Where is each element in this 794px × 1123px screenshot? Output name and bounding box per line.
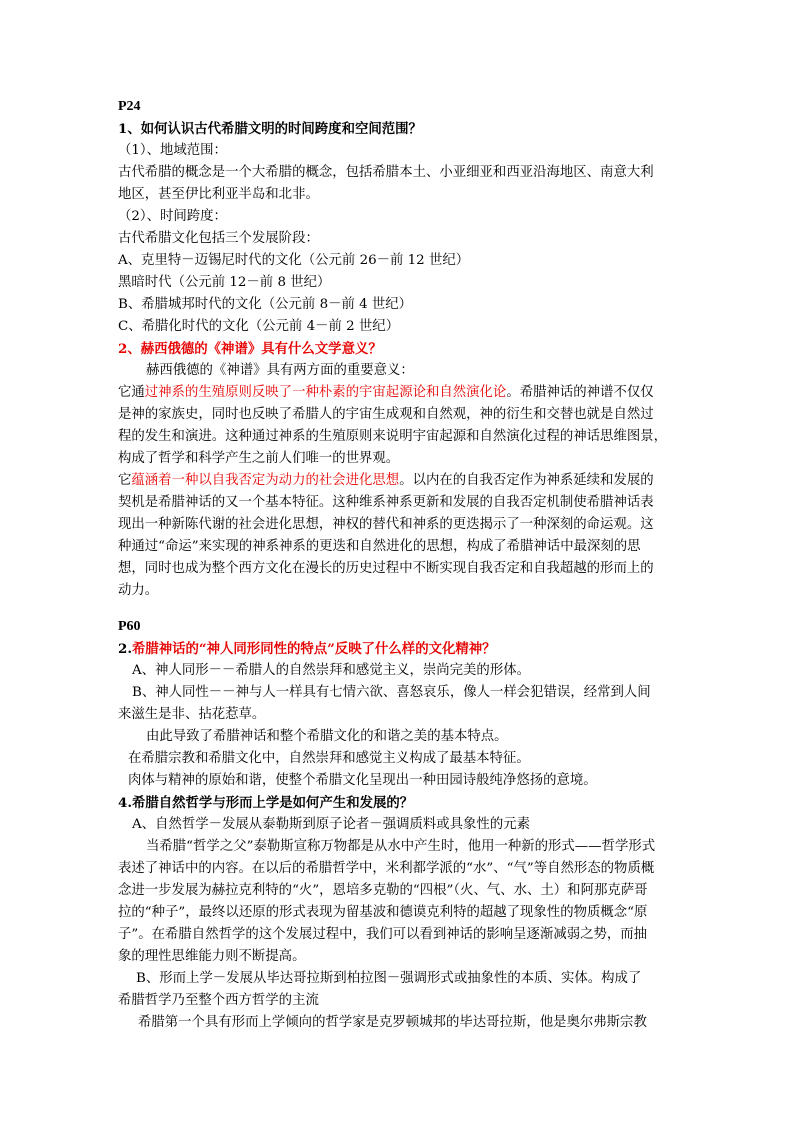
nat-para-line-1: 当希腊“哲学之父”泰勒斯宣称万物都是从水中产生时，他用一种新的形式——哲学形式	[146, 839, 656, 854]
theogony-point-2-line-5: 想，同时也成为整个西方文化在漫长的历史过程中不断实现自我否定和自我超越的形而上的	[118, 561, 654, 576]
text-run: 。希腊神话的神谱不仅仅	[506, 385, 654, 400]
nat-para-line-6: 象的理性思维能力则不断提高。	[118, 949, 306, 964]
question-number: 2.	[118, 641, 132, 657]
conclusion-2: 在希腊宗教和希腊文化中，自然崇拜和感觉主义构成了最基本特征。	[128, 751, 530, 766]
text-run: 。以内在的自我否定作为神系延续和发展的	[399, 473, 654, 488]
point-b-line-1: B、神人同性－－神与人一样具有七情六欲、喜怒哀乐，像人一样会犯错误，经常到人间	[132, 685, 651, 700]
theogony-point-1-line-2: 是神的家族史，同时也反映了希腊人的宇宙生成观和自然观，神的衍生和交替也就是自然过	[118, 407, 654, 422]
highlight-text: 过神系的生殖原则反映了一种朴素的宇宙起源论和自然演化论	[144, 385, 507, 400]
theogony-point-1-line-1	[118, 382, 654, 404]
page-ref-p60: P60	[118, 619, 141, 634]
conclusion-3: 肉体与精神的原始和谐，使整个希腊文化呈现出一种田园诗般纯净悠扬的意境。	[128, 773, 597, 788]
conclusion-1: 由此导致了希腊神话和整个希腊文化的和谐之美的基本特点。	[146, 729, 508, 744]
region-text-line-1: 古代希腊的概念是一个大希腊的概念，包括希腊本土、小亚细亚和西亚沿海地区、南意大利	[118, 165, 654, 180]
stage-a: A、克里特－迈锡尼时代的文化（公元前 26－前 12 世纪）	[118, 253, 470, 268]
subheading-time: （2）、时间跨度：	[118, 209, 227, 224]
theogony-point-2-line-1	[118, 470, 654, 492]
theogony-intro: 赫西俄德的《神谱》具有两方面的重要意义：	[146, 363, 414, 378]
time-intro: 古代希腊文化包括三个发展阶段：	[118, 231, 319, 246]
theogony-point-1-line-3: 程的发生和演进。这种通过神系的生殖原则来说明宇宙起源和自然演化过程的神话思维图景，	[118, 429, 668, 444]
question-text: 希腊神话的“神人同形同性的特点”反映了什么样的文化精神？	[131, 641, 496, 657]
highlight-text: 蕴涵着一种以自我否定为动力的社会进化思想	[131, 473, 400, 488]
theogony-point-2-line-4: 种通过“命运”来实现的神系神系的更迭和自然进化的思想，构成了希腊神话中最深刻的思	[118, 539, 641, 554]
question-4-heading: 4.希腊自然哲学与形而上学是如何产生和发展的？	[118, 795, 414, 811]
nat-para-line-5: 子”。在希腊自然哲学的这个发展过程中，我们可以看到神话的影响呈逐渐减弱之势，而抽	[118, 927, 648, 942]
metaphysics-b-line-1: B、形而上学－发展从毕达哥拉斯到柏拉图－强调形式或抽象性的本质、实体。构成了	[136, 971, 642, 986]
stage-dark-age: 黑暗时代（公元前 12－前 8 世纪）	[118, 275, 331, 290]
point-a: A、神人同形－－希腊人的自然崇拜和感觉主义，崇尚完美的形体。	[132, 663, 530, 678]
question-2-heading: 2、赫西俄德的《神谱》具有什么文学意义？	[118, 341, 382, 357]
theogony-point-1-line-4: 构成了哲学和科学产生之前人们唯一的世界观。	[118, 451, 400, 466]
theogony-point-2-line-3: 现出一种新陈代谢的社会进化思想，神权的替代和神系的更迭揭示了一种深刻的命运观。这	[118, 517, 654, 532]
question-2-mythology-heading	[118, 638, 496, 660]
point-b-line-2: 来滋生是非、拈花惹草。	[118, 707, 266, 722]
nat-para-line-2: 表述了神话中的内容。在以后的希腊哲学中，米利都学派的“水”、“气”等自然形态的物质概	[118, 861, 655, 876]
nat-para-line-3: 念进一步发展为赫拉克利特的“火”，恩培多克勒的“四根”（火、气、水、土）和阿那克萨哥	[118, 883, 648, 898]
page-ref-p24: P24	[118, 99, 141, 114]
text-run: 它通	[118, 385, 145, 400]
theogony-point-2-line-2: 契机是希腊神话的又一个基本特征。这种维系神系更新和发展的自我否定机制使希腊神话表	[118, 495, 654, 510]
theogony-point-2-line-6: 动力。	[118, 583, 159, 598]
stage-b: B、希腊城邦时代的文化（公元前 8－前 4 世纪）	[118, 297, 413, 312]
stage-c: C、希腊化时代的文化（公元前 4－前 2 世纪）	[118, 319, 400, 334]
region-text-line-2: 地区，甚至伊比利亚半岛和北非。	[118, 187, 319, 202]
subheading-region: （1）、地域范围：	[118, 143, 227, 158]
text-run: 它	[118, 473, 132, 488]
nat-para-line-4: 拉的“种子”，最终以还原的形式表现为留基波和德谟克利特的超越了现象性的物质概念“原	[118, 905, 648, 920]
natural-philosophy-a: A、自然哲学－发展从泰勒斯到原子论者－强调质料或具象性的元素	[132, 817, 530, 832]
metaphysics-b-line-2: 希腊哲学乃至整个西方哲学的主流	[118, 993, 319, 1008]
question-1-heading: 1、如何认识古代希腊文明的时间跨度和空间范围？	[118, 121, 422, 137]
pythagoras-line: 希腊第一个具有形而上学倾向的哲学家是克罗顿城邦的毕达哥拉斯，他是奥尔弗斯宗教	[138, 1015, 647, 1030]
